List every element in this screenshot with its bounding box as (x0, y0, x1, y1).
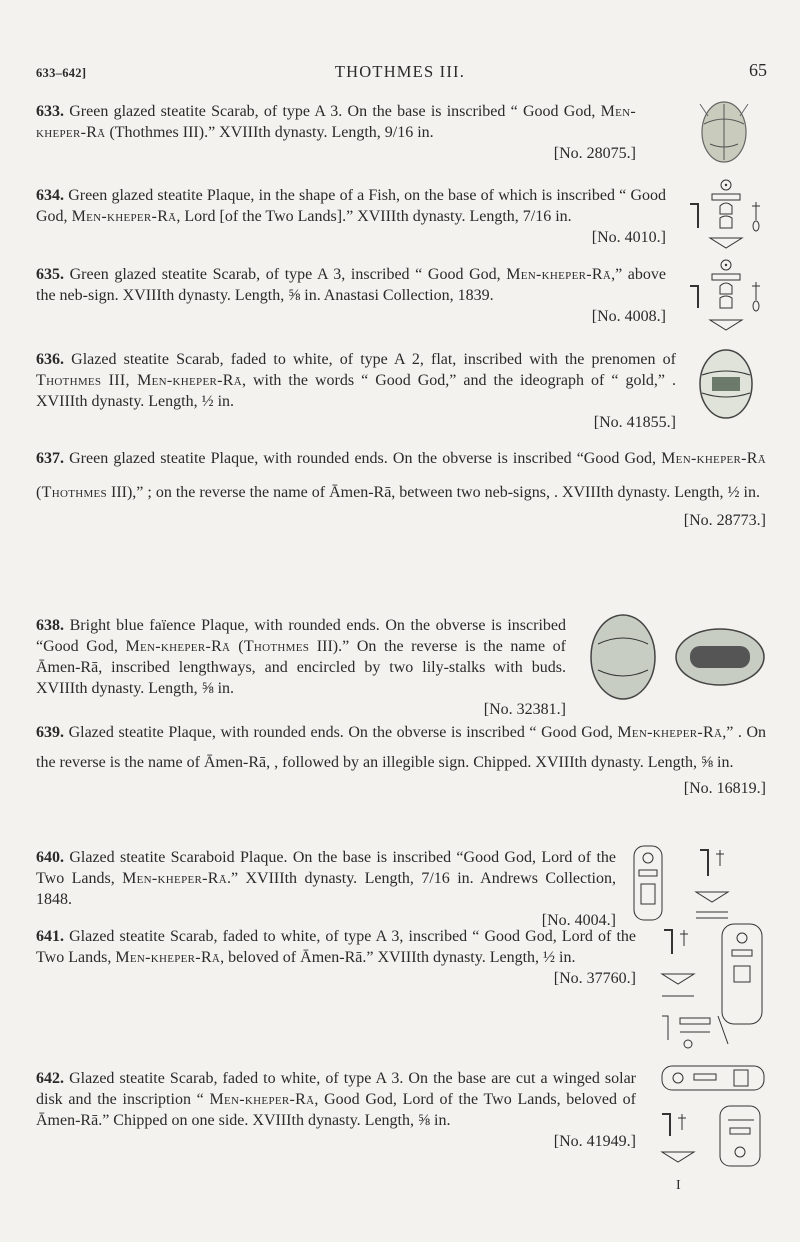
entry-number: 639. (36, 724, 64, 741)
museum-number: [No. 4010.] (591, 229, 666, 246)
entry-number: 636. (36, 351, 64, 368)
plaque-image (578, 612, 768, 702)
catalogue-entry: 640. Glazed steatite Scaraboid Plaque. On the base is inscribed “Good God, Lord of the Two Lands, Men-kheper-Rā.” XVIIIth dynasty. Length, 7/16 in. Andrews Collection, 1848. [No. 4004.] (36, 849, 617, 929)
catalogue-entry: 635. Green glazed steatite Scarab, of type A 3, inscribed “ Good God, Men-kheper-Rā,” above the neb-sign. XVIIIth dynasty. Length, ⅝ in. Anastasi Collection, 1839. [No. 4008.] (36, 266, 666, 325)
scarab-image (690, 94, 758, 166)
hieroglyph-cartouche-icon (628, 842, 768, 932)
museum-number: [No. 16819.] (683, 780, 766, 797)
catalogue-entry: 641. Glazed steatite Scarab, faded to white, of type A 3, inscribed “ Good God, Lord of the Two Lands, Men-kheper-Rā, beloved of Āmen-Rā.” XVIIIth dynasty. Length, ½ in. [No. 37760.] (36, 928, 637, 987)
entry-number: 640. (36, 849, 64, 866)
museum-number: [No. 32381.] (483, 701, 566, 718)
royal-name: Men-kheper-Rā (36, 103, 637, 141)
royal-name: Men-kheper-Rā (71, 208, 177, 225)
catalogue-entry: 638. Bright blue faïence Plaque, with rounded ends. On the obverse is inscribed “Good God, Men-kheper-Rā (Thothmes III).” On the reverse is the name of Āmen-Rā, inscribed lengthways, and encircled by two lily-stalks with buds. XVIIIth dynasty. Length, ⅝ in. [No. 32381.] (36, 617, 567, 718)
royal-name: Thothmes III, Men-kheper-Rā (36, 372, 242, 389)
royal-name: Men-kheper-Rā (Thothmes (125, 638, 310, 655)
scarab-image (694, 345, 758, 423)
catalogue-entry: 637. Green glazed steatite Plaque, with rounded ends. On the obverse is inscribed “Good God, Men-kheper-Rā (Thothmes III),” ; on the reverse the name of Āmen-Rā, between two neb-signs, . XVIIIth dynasty. Length, ½ in. [No. 28773.] (36, 442, 766, 532)
catalogue-entry: 636. Glazed steatite Scarab, faded to white, of type A 2, flat, inscribed with the prenomen of Thothmes III, Men-kheper-Rā, with the words “ Good God,” and the ideograph of “ gold,” . XVIIIth dynasty. Length, ½ in. [No. 41855.] (36, 351, 677, 431)
entry-number: 642. (36, 1070, 64, 1087)
entry-number: 633. (36, 103, 64, 120)
royal-name: Men-kheper-Rā (506, 266, 612, 283)
hieroglyph-cartouche-icon (658, 1062, 770, 1172)
museum-number: [No. 41855.] (593, 414, 676, 431)
entry-number: 641. (36, 928, 64, 945)
museum-number: [No. 4004.] (541, 912, 616, 929)
hieroglyph-cartouche-icon (680, 256, 770, 336)
catalogue-entry: 639. Glazed steatite Plaque, with rounded ends. On the obverse is inscribed “ Good God, Men-kheper-Rā,” . On the reverse is the name of Āmen-Rā, , followed by an illegible sign. Chipped. XVIIIth dynasty. Length, ⅝ in. [No. 16819.] (36, 718, 766, 800)
catalogue-entry: 634. Green glazed steatite Plaque, in the shape of a Fish, on the base of which is inscribed “ Good God, Men-kheper-Rā, Lord [of the Two Lands].” XVIIIth dynasty. Length, 7/16 in. [No. 4010.] (36, 187, 667, 246)
museum-number: [No. 4008.] (591, 308, 666, 325)
hieroglyph-cartouche-icon (658, 920, 770, 1055)
royal-name: Men-kheper-Rā (115, 949, 221, 966)
entry-number: 638. (36, 617, 64, 634)
catalogue-entry: 633. Green glazed steatite Scarab, of type A 3. On the base is inscribed “ Good God, Men-kheper-Rā (Thothmes III).” XVIIIth dynasty. Length, 9/16 in. [No. 28075.] (36, 103, 637, 162)
entry-range: 633–642] (36, 66, 87, 80)
running-title: THOTHMES III. (334, 62, 466, 81)
museum-number: [No. 37760.] (553, 970, 636, 987)
museum-number: [No. 28773.] (683, 512, 766, 529)
page-number: 65 (749, 60, 767, 80)
entry-number: 634. (36, 187, 64, 204)
catalogue-entry: 642. Glazed steatite Scarab, faded to white, of type A 3. On the base are cut a winged solar disk and the inscription “ Men-kheper-Rā, Good God, Lord of the Two Lands, beloved of Āmen-Rā.” Chipped on one side. XVIIIth dynasty. Length, ⅝ in. [No. 41949.] (36, 1070, 637, 1150)
entry-number: 637. (36, 450, 64, 467)
royal-name: Men-kheper-Rā (209, 1091, 315, 1108)
royal-name: Men-kheper-Rā (Thothmes (36, 450, 766, 501)
royal-name: Men-kheper-Rā (617, 724, 723, 741)
footnote-mark: I (676, 1178, 681, 1193)
museum-number: [No. 41949.] (553, 1133, 636, 1150)
hieroglyph-cartouche-icon (680, 176, 770, 256)
page-header (0, 62, 800, 84)
museum-number: [No. 28075.] (553, 145, 636, 162)
royal-name: Men-kheper-Rā (122, 870, 227, 887)
entry-number: 635. (36, 266, 64, 283)
